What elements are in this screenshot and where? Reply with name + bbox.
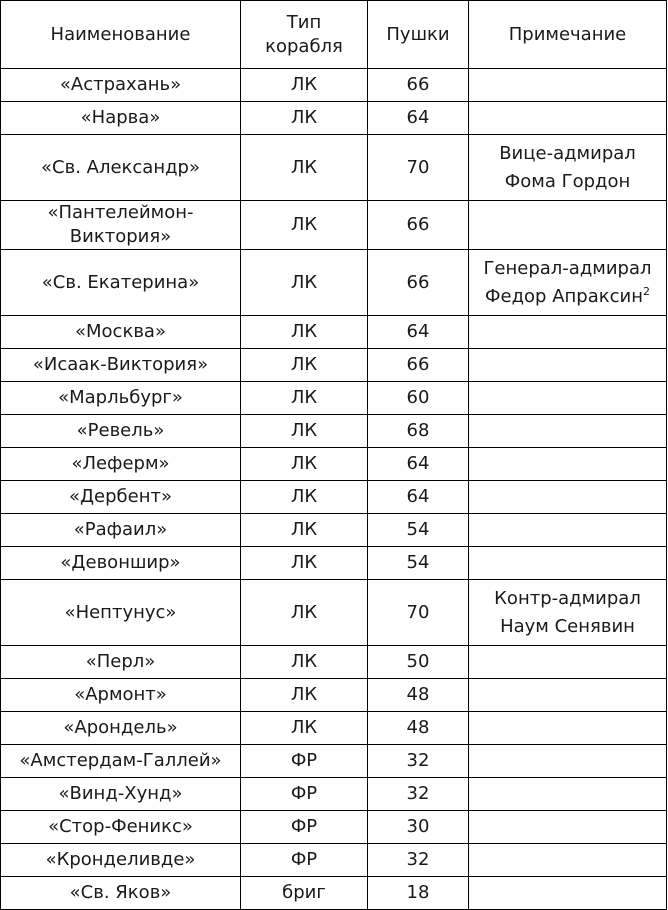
cell-name: «Рафаил»	[1, 514, 241, 547]
cell-ship-type: ЛК	[241, 514, 368, 547]
cell-note	[469, 745, 667, 778]
cell-note	[469, 69, 667, 102]
table-row	[1, 481, 667, 514]
cell-guns: 60	[368, 382, 469, 415]
header-ship-type	[241, 1, 368, 69]
cell-guns: 50	[368, 646, 469, 679]
cell-guns: 54	[368, 514, 469, 547]
cell-name: «Москва»	[1, 316, 241, 349]
cell-guns: 64	[368, 448, 469, 481]
cell-ship-type: ЛК	[241, 382, 368, 415]
cell-name: «Нептунус»	[1, 580, 241, 646]
cell-ship-type: ФР	[241, 745, 368, 778]
cell-name: «Св. Екатерина»	[1, 250, 241, 316]
cell-note	[469, 712, 667, 745]
cell-guns: 70	[368, 580, 469, 646]
cell-name: «Марльбург»	[1, 382, 241, 415]
table-row	[1, 316, 667, 349]
cell-guns: 48	[368, 712, 469, 745]
table-row	[1, 877, 667, 910]
cell-name: «Кронделивде»	[1, 844, 241, 877]
cell-guns: 54	[368, 547, 469, 580]
cell-guns: 32	[368, 745, 469, 778]
cell-note	[469, 646, 667, 679]
table-row	[1, 547, 667, 580]
cell-name: «Стор-Феникс»	[1, 811, 241, 844]
cell-note	[469, 481, 667, 514]
cell-name: «Арондель»	[1, 712, 241, 745]
cell-name: «Леферм»	[1, 448, 241, 481]
cell-guns: 66	[368, 250, 469, 316]
cell-guns: 64	[368, 481, 469, 514]
cell-note	[469, 679, 667, 712]
cell-ship-type: ФР	[241, 811, 368, 844]
table-row	[1, 69, 667, 102]
cell-name: «Пантелеймон-Виктория»	[1, 201, 241, 250]
cell-ship-type: ЛК	[241, 580, 368, 646]
cell-note	[469, 514, 667, 547]
cell-note	[469, 547, 667, 580]
cell-note	[469, 382, 667, 415]
cell-guns: 64	[368, 316, 469, 349]
cell-name: «Дербент»	[1, 481, 241, 514]
table-row	[1, 201, 667, 250]
cell-name: «Исаак-Виктория»	[1, 349, 241, 382]
header-row	[1, 1, 667, 69]
cell-guns: 64	[368, 102, 469, 135]
cell-note	[469, 316, 667, 349]
cell-ship-type: ЛК	[241, 135, 368, 201]
header-ship-type-text: Тип корабля	[265, 11, 343, 57]
cell-ship-type: ЛК	[241, 712, 368, 745]
table-row	[1, 135, 667, 201]
table-row	[1, 712, 667, 745]
table-row	[1, 646, 667, 679]
table-row	[1, 844, 667, 877]
cell-note	[469, 201, 667, 250]
table-row	[1, 448, 667, 481]
cell-guns: 70	[368, 135, 469, 201]
cell-note	[469, 778, 667, 811]
table-row	[1, 580, 667, 646]
cell-ship-type: ЛК	[241, 448, 368, 481]
cell-note	[469, 811, 667, 844]
cell-name: «Винд-Хунд»	[1, 778, 241, 811]
cell-guns: 32	[368, 778, 469, 811]
table-row	[1, 745, 667, 778]
table-row	[1, 102, 667, 135]
table-header	[1, 1, 667, 69]
cell-note	[469, 349, 667, 382]
note-text: Контр-адмирал Наум Сенявин	[494, 587, 641, 637]
footnote-marker: 2	[642, 284, 650, 298]
table-row	[1, 250, 667, 316]
cell-guns: 32	[368, 844, 469, 877]
cell-name: «Армонт»	[1, 679, 241, 712]
cell-guns: 68	[368, 415, 469, 448]
cell-guns: 66	[368, 69, 469, 102]
cell-guns: 18	[368, 877, 469, 910]
header-note: Примечание	[469, 1, 667, 69]
note-text: Вице-адмирал Фома Гордон	[499, 142, 636, 192]
table-row	[1, 349, 667, 382]
table-body	[1, 69, 667, 910]
cell-ship-type: ЛК	[241, 679, 368, 712]
cell-name: «Св. Яков»	[1, 877, 241, 910]
cell-guns: 66	[368, 349, 469, 382]
cell-ship-type: ЛК	[241, 481, 368, 514]
cell-note	[469, 844, 667, 877]
table-row	[1, 679, 667, 712]
cell-ship-type: ЛК	[241, 415, 368, 448]
cell-name: «Перл»	[1, 646, 241, 679]
cell-note	[469, 250, 667, 316]
table-row	[1, 514, 667, 547]
cell-name: «Девоншир»	[1, 547, 241, 580]
cell-ship-type: ЛК	[241, 69, 368, 102]
header-guns: Пушки	[368, 1, 469, 69]
cell-ship-type: ЛК	[241, 646, 368, 679]
cell-name: «Ревель»	[1, 415, 241, 448]
table-row	[1, 778, 667, 811]
cell-ship-type: ЛК	[241, 250, 368, 316]
cell-note	[469, 415, 667, 448]
cell-note	[469, 580, 667, 646]
cell-ship-type: ЛК	[241, 316, 368, 349]
cell-ship-type: ЛК	[241, 547, 368, 580]
cell-name: «Нарва»	[1, 102, 241, 135]
cell-name: «Св. Александр»	[1, 135, 241, 201]
cell-ship-type: ФР	[241, 778, 368, 811]
cell-guns: 30	[368, 811, 469, 844]
table-row	[1, 811, 667, 844]
table-row	[1, 415, 667, 448]
cell-ship-type: ЛК	[241, 201, 368, 250]
cell-ship-type: ФР	[241, 844, 368, 877]
cell-note	[469, 135, 667, 201]
cell-note	[469, 448, 667, 481]
header-name: Наименование	[1, 1, 241, 69]
cell-note	[469, 102, 667, 135]
cell-guns: 66	[368, 201, 469, 250]
cell-guns: 48	[368, 679, 469, 712]
cell-ship-type: ЛК	[241, 102, 368, 135]
cell-ship-type: ЛК	[241, 349, 368, 382]
cell-name: «Амстердам-Галлей»	[1, 745, 241, 778]
cell-note	[469, 877, 667, 910]
table-row	[1, 382, 667, 415]
cell-name: «Астрахань»	[1, 69, 241, 102]
cell-ship-type: бриг	[241, 877, 368, 910]
note-text: Генерал-адмирал Федор Апраксин	[483, 257, 652, 307]
